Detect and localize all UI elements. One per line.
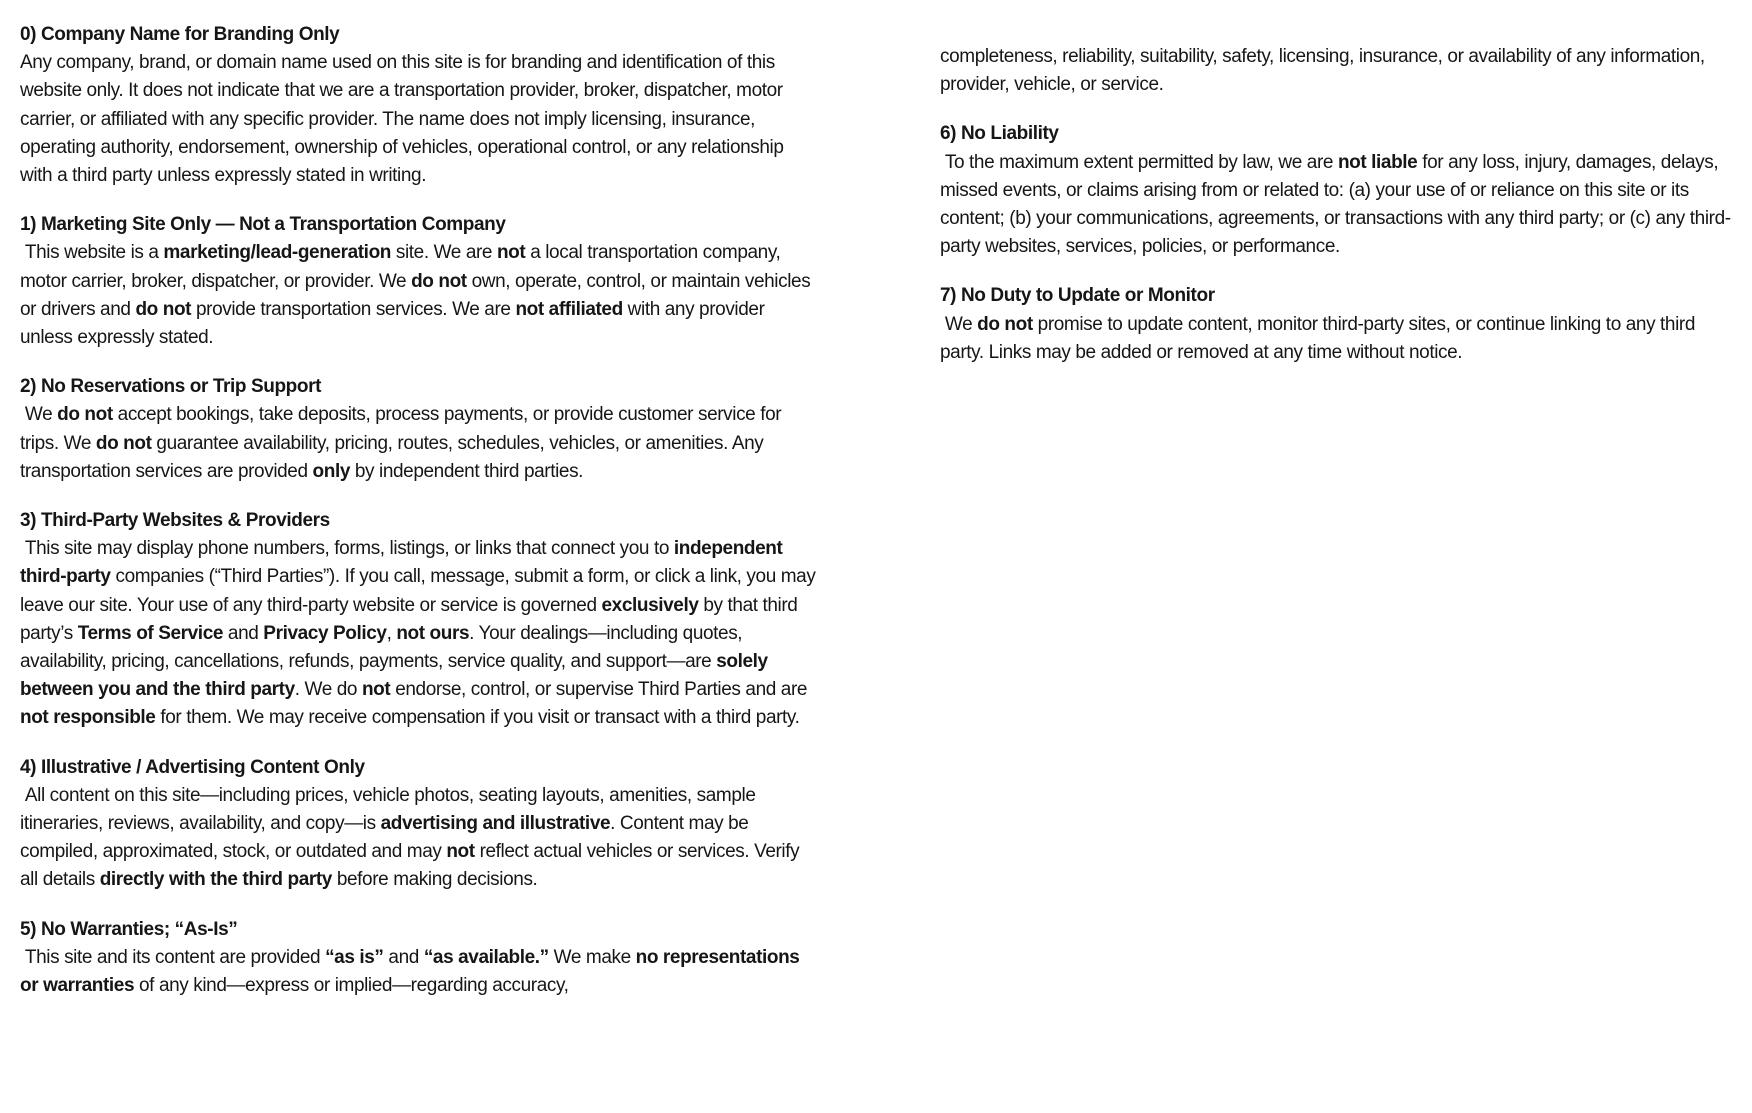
column-right xyxy=(940,43,1732,367)
text-segment: . Your dealings—including quotes, availability, pricing, cancellations, refunds, payments, service quality, and support—are xyxy=(20,622,748,673)
section xyxy=(20,211,818,352)
bold-text-segment: do not xyxy=(411,270,467,292)
section xyxy=(20,754,818,895)
section xyxy=(940,282,1732,367)
section xyxy=(20,916,818,1001)
bold-text-segment: independent third-party xyxy=(20,538,788,588)
text-segment: endorse, control, or supervise Third Parties and are xyxy=(390,679,812,701)
text-segment: Any company, brand, or domain name used on this site is for branding and identification of this website only. It does not indicate that we are a transportation provider, broker, dispatcher, motor carrier, or affiliated with any specific provider. The name does not imply licensing, insurance, operating authority, endorsement, ownership of vehicles, operational control, or any relationship with a third party unless expressly stated in writing. xyxy=(20,52,789,187)
text-segment: before making decisions. xyxy=(331,869,538,891)
section-heading: 0) Company Name for Branding Only xyxy=(20,24,340,45)
bold-text-segment: do not xyxy=(57,404,113,426)
text-segment: and xyxy=(383,946,424,968)
bold-text-segment: “as is” xyxy=(325,946,384,968)
bold-text-segment: only xyxy=(312,460,350,482)
text-segment: accept bookings, take deposits, process payments, or provide customer service for trips. We xyxy=(20,404,787,454)
bold-text-segment: marketing/lead-generation xyxy=(163,242,391,264)
section xyxy=(20,507,821,733)
bold-text-segment: not liable xyxy=(1337,151,1418,173)
text-segment: promise to update content, monitor third-party sites, or continue linking to any third party. Links may be added or removed at any time without notice. xyxy=(940,313,1700,363)
section-paragraph xyxy=(20,401,818,486)
bold-text-segment: Terms of Service xyxy=(77,622,224,644)
bold-text-segment: not xyxy=(496,242,526,264)
bold-text-segment: not xyxy=(361,679,391,701)
text-segment: completeness, reliability, suitability, safety, licensing, insurance, or availability of any information, provider, vehicle, or service. xyxy=(940,46,1710,96)
bold-text-segment: solely between you and the third party xyxy=(20,651,773,701)
section xyxy=(940,120,1732,261)
text-segment: All content on this site—including prices, vehicle photos, seating layouts, amenities, sample itineraries, reviews, availability, and copy—is xyxy=(20,784,761,835)
bold-text-segment: not ours xyxy=(396,622,470,644)
text-segment: This website is a xyxy=(20,242,164,264)
bold-text-segment: not affiliated xyxy=(515,298,623,320)
bold-text-segment: directly with the third party xyxy=(99,869,332,891)
text-segment: site. We are xyxy=(390,242,497,264)
text-segment: . We do xyxy=(294,679,362,701)
bold-text-segment: exclusively xyxy=(601,594,699,616)
section-heading: 4) Illustrative / Advertising Content Only xyxy=(20,756,365,778)
text-segment: and xyxy=(223,622,264,644)
section-heading: 6) No Liability xyxy=(940,123,1059,145)
text-segment: reflect actual vehicles or services. Verify all details xyxy=(20,841,805,891)
bold-text-segment: not xyxy=(446,841,475,863)
text-segment: companies (“Third Parties”). If you call, message, submit a form, or click a link, you may leave our site. Your use of any third-party website or service is governed xyxy=(20,566,821,616)
text-segment: We xyxy=(940,313,978,335)
section-paragraph xyxy=(20,49,818,190)
text-segment: for them. We may receive compensation if you visit or transact with a third party. xyxy=(155,707,800,729)
section-paragraph xyxy=(20,944,818,1000)
text-segment: own, operate, control, or maintain vehicles or drivers and xyxy=(20,270,816,320)
text-segment: , xyxy=(386,622,397,644)
section-paragraph xyxy=(20,239,818,352)
text-segment: This site and its content are provided xyxy=(20,946,326,968)
bold-text-segment: do not xyxy=(95,432,152,454)
section-paragraph xyxy=(940,43,1732,99)
text-segment: To the maximum extent permitted by law, we are xyxy=(940,151,1338,173)
bold-text-segment: “as available.” xyxy=(423,946,549,968)
text-segment: . Content may be compiled, approximated, stock, or outdated and may xyxy=(20,813,754,863)
bold-text-segment: do not xyxy=(977,313,1033,335)
text-segment: for any loss, injury, damages, delays, missed events, or claims arising from or related to: (a) your use of or reliance on this site or its content; (b) your communications, agreements, or transactions with any third party; or (c) any third-party websites, services, policies, or performance. xyxy=(940,151,1731,258)
section-heading: 7) No Duty to Update or Monitor xyxy=(940,285,1215,307)
section-paragraph xyxy=(940,149,1732,262)
text-segment: of any kind—express or implied—regarding accuracy, xyxy=(134,975,569,997)
bold-text-segment: do not xyxy=(135,298,192,320)
text-segment: with any provider unless expressly stated. xyxy=(20,298,770,349)
text-segment: by independent third parties. xyxy=(350,460,584,482)
section-paragraph xyxy=(20,535,821,732)
section-paragraph xyxy=(940,311,1732,367)
bold-text-segment: advertising and illustrative xyxy=(380,813,611,835)
bold-text-segment: not responsible xyxy=(20,707,156,729)
section xyxy=(940,43,1732,99)
text-segment: We xyxy=(20,404,58,426)
section-heading: 2) No Reservations or Trip Support xyxy=(20,376,322,398)
text-segment: provide transportation services. We are xyxy=(191,298,516,320)
section-heading: 5) No Warranties; “As-Is” xyxy=(20,918,238,940)
text-segment: guarantee availability, pricing, routes, schedules, vehicles, or amenities. Any transportation services are provided xyxy=(20,432,769,482)
bold-text-segment: no representations or warranties xyxy=(20,946,805,997)
text-segment: by that third party’s xyxy=(20,594,803,644)
text-segment: This site may display phone numbers, forms, listings, or links that connect you to xyxy=(20,538,674,560)
section xyxy=(20,21,818,190)
bold-text-segment: Privacy Policy xyxy=(263,622,387,644)
section xyxy=(20,373,818,486)
column-left xyxy=(20,21,821,1000)
section-paragraph xyxy=(20,782,818,895)
section-heading: 1) Marketing Site Only — Not a Transportation Company xyxy=(20,214,506,236)
section-heading: 3) Third-Party Websites & Providers xyxy=(20,510,330,532)
text-segment: a local transportation company, motor carrier, broker, dispatcher, or provider. We xyxy=(20,242,786,292)
text-segment: We make xyxy=(548,946,636,968)
